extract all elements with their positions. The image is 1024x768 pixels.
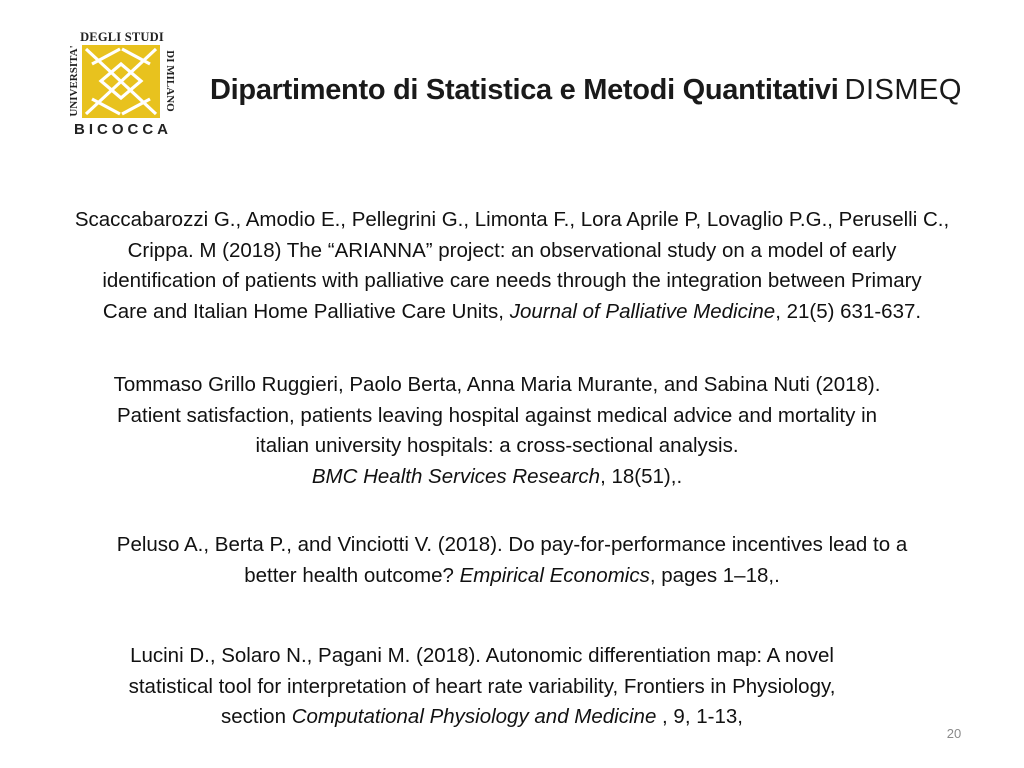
reference-line: Patient satisfaction, patients leaving hospital against medical advice and mortality in — [116, 403, 878, 427]
reference-line-last — [40, 462, 954, 493]
reference-line: Tommaso Grillo Ruggieri, Paolo Berta, Anna Maria Murante, and Sabina Nuti (2018). — [113, 373, 881, 396]
reference-text: Care and Italian Home Palliative Care Units, — [102, 299, 510, 323]
reference-item — [10, 205, 1014, 327]
logo-text-bottom: BICOCCA — [74, 121, 172, 138]
reference-citation: , 21(5) 631-637. — [775, 299, 922, 323]
reference-item — [40, 641, 924, 733]
journal-name: BMC Health Services Research — [311, 464, 601, 488]
department-name: Dipartimento di Statistica e Metodi Quantitativi — [210, 74, 839, 106]
journal-name: Empirical Economics — [459, 563, 650, 587]
reference-citation: , 18(51),. — [600, 464, 683, 488]
department-abbreviation: DISMEQ — [844, 74, 962, 106]
reference-line: Scaccabarozzi G., Amodio E., Pellegrini G., Limonta F., Lora Aprile P, Lovaglio P.G., Peruselli C., — [74, 208, 950, 231]
reference-item — [40, 530, 984, 591]
logo-text-top: DEGLI STUDI — [80, 30, 164, 44]
logo-text-left: UNIVERSITA' — [68, 45, 80, 117]
journal-name: Journal of Palliative Medicine — [509, 299, 776, 323]
reference-line: Peluso A., Berta P., and Vinciotti V. (2018). Do pay-for-performance incentives lead to a — [116, 533, 908, 556]
reference-line: Lucini D., Solaro N., Pagani M. (2018). Autonomic differentiation map: A novel — [130, 644, 834, 667]
reference-line-last — [40, 702, 924, 733]
reference-line: Crippa. M (2018) The “ARIANNA” project: an observational study on a model of early — [127, 238, 897, 262]
reference-citation: , 9, 1-13, — [656, 705, 743, 728]
reference-line-last — [10, 297, 1014, 328]
reference-line: statistical tool for interpretation of heart rate variability, Frontiers in Physiology, — [128, 674, 836, 698]
page-number: 20 — [946, 726, 962, 741]
reference-text: section — [221, 705, 292, 728]
logo-text-right: DI MILANO — [164, 50, 176, 112]
reference-item — [40, 370, 954, 492]
reference-line: italian university hospitals: a cross-sectional analysis. — [255, 434, 739, 457]
reference-citation: , pages 1–18,. — [649, 563, 780, 587]
journal-name: Computational Physiology and Medicine — [291, 705, 657, 728]
reference-line: identification of patients with palliative care needs through the integration between Primary — [102, 269, 922, 292]
reference-text: better health outcome? — [244, 563, 460, 587]
reference-line-last — [40, 561, 984, 592]
